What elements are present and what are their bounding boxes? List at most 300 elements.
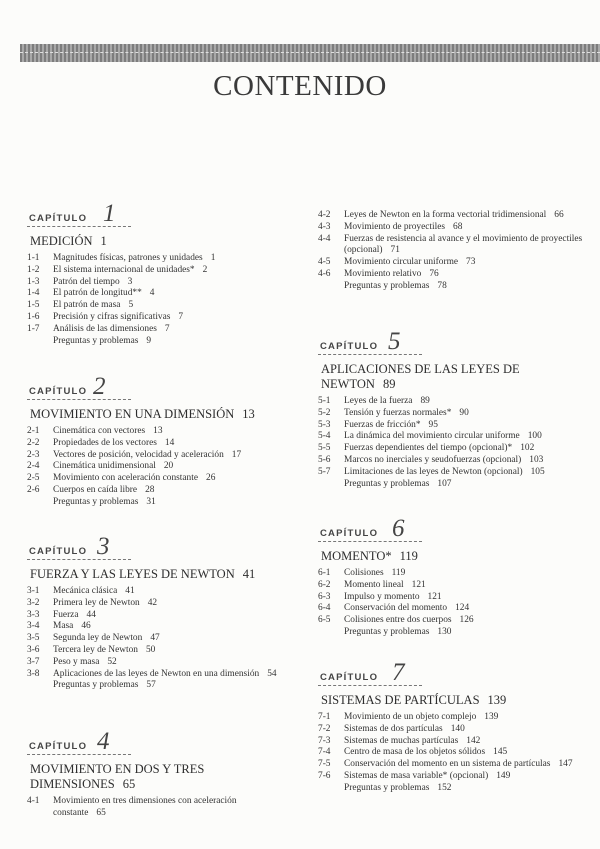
- section-number: 1-6: [27, 311, 40, 322]
- section-title: [27, 473, 283, 485]
- section-page-number: 73: [466, 257, 476, 268]
- section-number: 4-2: [318, 210, 331, 220]
- section-page-number: 149: [496, 770, 511, 781]
- toc-entry[interactable]: [27, 438, 317, 450]
- section-title: [318, 568, 584, 580]
- section-title-text: Limitaciones de las leyes de Newton (opcional): [344, 466, 523, 477]
- toc-entry[interactable]: [318, 467, 600, 479]
- section-page-number: 7: [178, 311, 184, 322]
- section-title-text: Masa: [53, 621, 74, 632]
- section-title-text: Centro de masa de los objetos sólidos: [344, 747, 486, 758]
- toc-entry[interactable]: [27, 288, 317, 300]
- section-title: [318, 234, 584, 258]
- section-title-text: Movimiento de proyectiles: [344, 221, 446, 232]
- section-title: [318, 724, 584, 736]
- section-page-number: 139: [484, 712, 499, 722]
- chapter-label: CAPÍTULO: [29, 386, 88, 397]
- section-number: 6-4: [318, 603, 331, 614]
- section-number: 7-1: [318, 712, 331, 722]
- toc-questions-entry[interactable]: [27, 497, 317, 509]
- section-title: [27, 336, 283, 348]
- toc-entry[interactable]: [27, 669, 317, 681]
- section-title-text: Movimiento de un objeto complejo: [344, 712, 477, 722]
- chapter-label: CAPÍTULO: [29, 741, 88, 752]
- section-page-number: 66: [554, 210, 564, 220]
- toc-questions-entry[interactable]: [318, 627, 600, 639]
- toc-entry[interactable]: [27, 610, 317, 622]
- section-title: [318, 479, 584, 491]
- chapter-rule: [27, 226, 131, 227]
- section-number: 4-3: [318, 221, 331, 232]
- section-title: [318, 222, 584, 234]
- chapter-heading: [27, 200, 317, 227]
- section-page-number: 90: [459, 407, 469, 418]
- toc-entry[interactable]: [318, 269, 600, 281]
- section-page-number: 65: [96, 807, 106, 818]
- toc-entry[interactable]: [27, 253, 317, 265]
- chapter-heading: [27, 533, 317, 560]
- section-title: [27, 796, 283, 820]
- section-page-number: 2: [202, 264, 208, 275]
- chapter-7: [318, 659, 600, 795]
- section-title: [27, 461, 283, 473]
- section-number: 5-5: [318, 443, 331, 454]
- section-title-text: Análisis de las dimensiones: [53, 323, 157, 334]
- section-title-text: Preguntas y problemas: [53, 680, 139, 691]
- chapter-number: 3: [97, 533, 110, 560]
- section-number: 2-2: [27, 437, 40, 448]
- chapter-rule: [27, 754, 131, 755]
- chapter-title[interactable]: [27, 762, 220, 792]
- section-title: [318, 603, 584, 615]
- section-title-text: Patrón del tiempo: [53, 276, 120, 287]
- chapter-number: 1: [103, 200, 116, 227]
- chapter-title-text: FUERZA Y LAS LEYES DE NEWTON: [30, 567, 235, 581]
- chapter-title[interactable]: [318, 362, 521, 392]
- section-title: [318, 771, 584, 783]
- toc-entry[interactable]: [318, 408, 600, 420]
- chapter-title[interactable]: [27, 407, 317, 422]
- section-title-text: Leyes de la fuerza: [344, 396, 413, 406]
- chapter-heading: [318, 328, 600, 355]
- chapter-heading: [27, 728, 317, 755]
- section-title-text: Preguntas y problemas: [344, 782, 430, 793]
- section-page-number: 121: [427, 591, 442, 602]
- section-title: [27, 450, 283, 462]
- toc-entry[interactable]: [318, 759, 600, 771]
- section-title: [27, 621, 283, 633]
- section-page-number: 46: [81, 621, 91, 632]
- section-title-text: Magnitudes físicas, patrones y unidades: [53, 253, 203, 263]
- section-page-number: 41: [125, 586, 135, 596]
- section-number: 6-5: [318, 615, 331, 626]
- chapter-label: CAPÍTULO: [29, 546, 88, 557]
- section-page-number: 31: [146, 496, 156, 507]
- section-page-number: 71: [390, 245, 400, 256]
- chapter-sections: [318, 210, 600, 293]
- toc-entry[interactable]: [27, 796, 317, 820]
- chapter-heading: [318, 659, 600, 686]
- section-title-text: Sistemas de masa variable* (opcional): [344, 770, 489, 781]
- section-title: [318, 408, 584, 420]
- section-page-number: 14: [164, 437, 175, 448]
- section-number: 3-4: [27, 621, 40, 632]
- section-page-number: 26: [206, 473, 216, 484]
- section-title: [27, 265, 283, 277]
- toc-entry[interactable]: [318, 771, 600, 783]
- toc-entry[interactable]: [318, 736, 600, 748]
- section-number: 4-4: [318, 233, 331, 244]
- toc-entry[interactable]: [318, 724, 600, 736]
- chapter-number: 2: [93, 373, 106, 400]
- chapter-sections: [27, 586, 317, 692]
- section-title: [318, 443, 584, 455]
- section-title-text: Movimiento en tres dimensiones con aceleración constante: [53, 796, 237, 818]
- section-title: [27, 669, 283, 681]
- toc-entry[interactable]: [318, 615, 600, 627]
- toc-entry[interactable]: [27, 586, 317, 598]
- toc-entry[interactable]: [318, 580, 600, 592]
- section-title: [27, 485, 283, 497]
- toc-entry[interactable]: [27, 485, 317, 497]
- section-title: [318, 431, 584, 443]
- section-number: 1-4: [27, 288, 40, 299]
- section-title-text: Preguntas y problemas: [53, 496, 139, 507]
- section-title: [318, 627, 584, 639]
- chapter-heading: [318, 515, 600, 542]
- section-page-number: 142: [466, 735, 481, 746]
- chapter-2: [27, 373, 317, 509]
- toc-entry[interactable]: [27, 621, 317, 633]
- section-page-number: 119: [391, 568, 406, 578]
- chapter-rule: [318, 541, 422, 542]
- section-page-number: 50: [145, 644, 156, 655]
- section-title-text: Fuerzas de fricción*: [344, 419, 421, 430]
- chapter-label: CAPÍTULO: [320, 528, 379, 539]
- chapter-label: CAPÍTULO: [29, 213, 88, 224]
- section-number: 1-7: [27, 323, 40, 334]
- section-title-text: Movimiento con aceleración constante: [53, 473, 198, 484]
- section-page-number: 121: [411, 579, 426, 590]
- section-number: 7-2: [318, 723, 331, 734]
- chapter-title[interactable]: [318, 693, 600, 708]
- section-number: 6-1: [318, 568, 331, 578]
- chapter-label: CAPÍTULO: [320, 341, 379, 352]
- section-title: [318, 712, 584, 724]
- section-title-text: Fuerzas dependientes del tiempo (opcional)*: [344, 443, 513, 454]
- section-title: [318, 269, 584, 281]
- toc-questions-entry[interactable]: [27, 336, 317, 348]
- chapter-6: [318, 515, 600, 639]
- section-title: [318, 281, 584, 293]
- section-title-text: Colisiones: [344, 568, 384, 578]
- section-title-text: Movimiento circular uniforme: [344, 257, 459, 268]
- section-number: 3-1: [27, 586, 40, 596]
- section-title-text: Cuerpos en caída libre: [53, 484, 138, 495]
- section-title: [27, 312, 283, 324]
- section-page-number: 13: [153, 426, 163, 436]
- chapter-title[interactable]: [27, 234, 317, 249]
- section-page-number: 102: [520, 443, 535, 454]
- section-title-text: Preguntas y problemas: [53, 335, 139, 346]
- section-number: 7-3: [318, 735, 331, 746]
- section-title: [318, 396, 584, 408]
- section-number: 1-1: [27, 253, 40, 263]
- section-title-text: Peso y masa: [53, 656, 100, 667]
- section-number: 2-4: [27, 461, 40, 472]
- section-title-text: Mecánica clásica: [53, 586, 118, 596]
- toc-entry[interactable]: [318, 222, 600, 234]
- chapter-title-text: SISTEMAS DE PARTÍCULAS: [321, 693, 480, 707]
- section-number: 2-3: [27, 449, 40, 460]
- section-title: [27, 598, 283, 610]
- section-page-number: 44: [86, 609, 96, 620]
- section-title: [27, 438, 283, 450]
- section-title-text: Primera ley de Newton: [53, 597, 140, 608]
- toc-entry[interactable]: [318, 592, 600, 604]
- section-title: [318, 257, 584, 269]
- chapter-rule: [318, 354, 422, 355]
- section-page-number: 1: [210, 253, 216, 263]
- toc-entry[interactable]: [27, 473, 317, 485]
- toc-entry[interactable]: [318, 420, 600, 432]
- section-title: [27, 426, 283, 438]
- chapter-3: [27, 533, 317, 692]
- section-number: 4-6: [318, 268, 331, 279]
- toc-questions-entry[interactable]: [318, 281, 600, 293]
- toc-entry[interactable]: [27, 598, 317, 610]
- toc-entry[interactable]: [27, 277, 317, 289]
- section-title: [27, 586, 283, 598]
- section-page-number: 152: [437, 782, 452, 793]
- section-title: [27, 497, 283, 509]
- chapter-page-number: 139: [487, 693, 507, 707]
- section-page-number: 17: [231, 449, 242, 460]
- chapter-number: 6: [392, 515, 405, 542]
- toc-entry[interactable]: [318, 603, 600, 615]
- section-page-number: 147: [558, 759, 573, 770]
- section-title: [27, 645, 283, 657]
- section-title-text: El patrón de longitud**: [53, 288, 142, 299]
- section-title: [27, 657, 283, 669]
- chapter-sections: [27, 796, 317, 820]
- section-title: [318, 759, 584, 771]
- section-title: [318, 615, 584, 627]
- section-page-number: 130: [437, 626, 452, 637]
- section-title-text: Conservación del momento en un sistema de partículas: [344, 759, 551, 770]
- section-number: 5-3: [318, 419, 331, 430]
- header-band: [20, 44, 600, 62]
- chapter-number: 7: [392, 659, 405, 686]
- section-number: 4-5: [318, 257, 331, 268]
- section-page-number: 42: [147, 597, 158, 608]
- section-page-number: 95: [428, 419, 438, 430]
- section-number: 2-1: [27, 426, 40, 436]
- section-number: 5-7: [318, 466, 331, 477]
- chapter-rule: [27, 399, 131, 400]
- section-page-number: 105: [530, 466, 545, 477]
- section-page-number: 140: [450, 723, 465, 734]
- toc-entry[interactable]: [27, 645, 317, 657]
- section-title-text: Leyes de Newton en la forma vectorial tridimensional: [344, 210, 547, 220]
- section-title-text: Movimiento relativo: [344, 268, 422, 279]
- section-number: 1-5: [27, 300, 40, 311]
- section-title-text: Sistemas de dos partículas: [344, 723, 443, 734]
- chapter-page-number: 89: [382, 377, 396, 391]
- chapter-page-number: 13: [242, 407, 255, 421]
- toc-entry[interactable]: [318, 210, 600, 222]
- section-page-number: 57: [146, 680, 156, 691]
- toc-questions-entry[interactable]: [27, 680, 317, 692]
- section-number: 5-4: [318, 431, 331, 442]
- section-number: 5-2: [318, 407, 331, 418]
- toc-entry[interactable]: [318, 431, 600, 443]
- section-number: 3-3: [27, 609, 40, 620]
- toc-entry[interactable]: [27, 657, 317, 669]
- section-page-number: 54: [267, 668, 277, 679]
- section-page-number: 100: [527, 431, 542, 442]
- section-number: 3-6: [27, 644, 40, 655]
- section-title-text: Fuerzas de resistencia al avance y el movimiento de proyectiles (opcional): [344, 233, 583, 256]
- section-title-text: Momento lineal: [344, 579, 404, 590]
- section-title-text: Tensión y fuerzas normales*: [344, 407, 452, 418]
- toc-entry[interactable]: [27, 265, 317, 277]
- section-title: [318, 747, 584, 759]
- chapter-4-continued: [318, 206, 600, 293]
- chapter-title-text: MOVIMIENTO EN DOS Y TRES DIMENSIONES: [30, 762, 205, 791]
- section-title-text: Marcos no inerciales y seudofuerzas (opcional): [344, 454, 522, 465]
- section-title-text: Impulso y momento: [344, 591, 420, 602]
- section-title: [318, 455, 584, 467]
- section-title-text: Fuerza: [53, 609, 79, 620]
- section-title-text: Preguntas y problemas: [344, 280, 430, 291]
- chapter-1: [27, 200, 317, 347]
- section-title: [318, 592, 584, 604]
- section-page-number: 7: [164, 323, 170, 334]
- chapter-number: 5: [388, 328, 401, 355]
- section-title-text: Preguntas y problemas: [344, 478, 430, 489]
- section-page-number: 76: [429, 268, 439, 279]
- chapter-sections: [318, 396, 600, 490]
- section-title-text: El sistema internacional de unidades*: [53, 264, 195, 275]
- toc-entry[interactable]: [27, 312, 317, 324]
- chapter-sections: [318, 712, 600, 795]
- section-title-text: Propiedades de los vectores: [53, 437, 157, 448]
- chapter-sections: [318, 568, 600, 639]
- section-title-text: El patrón de masa: [53, 300, 121, 311]
- toc-entry[interactable]: [27, 450, 317, 462]
- chapter-page-number: 41: [242, 567, 256, 581]
- section-page-number: 68: [453, 221, 463, 232]
- toc-entry[interactable]: [27, 633, 317, 645]
- section-page-number: 89: [420, 396, 430, 406]
- chapter-5: [318, 328, 600, 490]
- chapter-rule: [318, 685, 422, 686]
- toc-entry[interactable]: [318, 712, 600, 724]
- chapter-title-text: MOMENTO*: [321, 549, 392, 563]
- section-title: [318, 210, 584, 222]
- section-title: [27, 610, 283, 622]
- section-title-text: Precisión y cifras significativas: [53, 311, 171, 322]
- chapter-page-number: 1: [100, 234, 107, 248]
- section-number: 5-1: [318, 396, 331, 406]
- section-title: [27, 324, 283, 336]
- toc-entry[interactable]: [318, 257, 600, 269]
- section-page-number: 3: [127, 276, 133, 287]
- toc-entry[interactable]: [27, 426, 317, 438]
- section-number: 3-7: [27, 656, 40, 667]
- section-number: 3-8: [27, 668, 40, 679]
- section-title-text: Colisiones entre dos cuerpos: [344, 615, 452, 626]
- section-title: [318, 580, 584, 592]
- toc-questions-entry[interactable]: [318, 783, 600, 795]
- chapter-title-text: MEDICIÓN: [30, 234, 93, 248]
- toc-entry[interactable]: [27, 461, 317, 473]
- chapter-title[interactable]: [27, 567, 317, 582]
- section-number: 4-1: [27, 796, 40, 806]
- toc-entry[interactable]: [27, 324, 317, 336]
- section-page-number: 52: [107, 656, 117, 667]
- section-title: [27, 633, 283, 645]
- toc-entry[interactable]: [27, 300, 317, 312]
- section-title-text: Cinemática unidimensional: [53, 461, 156, 472]
- chapter-rule: [27, 559, 131, 560]
- section-title-text: Sistemas de muchas partículas: [344, 735, 459, 746]
- chapter-number: 4: [97, 728, 110, 755]
- section-title: [27, 300, 283, 312]
- chapter-4: [27, 728, 317, 820]
- chapter-sections: [27, 426, 317, 509]
- section-number: 7-6: [318, 770, 331, 781]
- toc-entry[interactable]: [318, 747, 600, 759]
- section-page-number: 103: [529, 454, 544, 465]
- section-number: 2-6: [27, 484, 40, 495]
- section-title: [27, 680, 283, 692]
- section-number: 3-5: [27, 633, 40, 644]
- toc-questions-entry[interactable]: [318, 479, 600, 491]
- section-title: [27, 288, 283, 300]
- section-page-number: 47: [150, 633, 160, 644]
- section-title: [318, 467, 584, 479]
- toc-entry[interactable]: [318, 443, 600, 455]
- toc-entry[interactable]: [318, 234, 600, 258]
- toc-entry[interactable]: [318, 396, 600, 408]
- section-page-number: 107: [437, 478, 452, 489]
- section-number: 5-6: [318, 454, 331, 465]
- section-title-text: La dinámica del movimiento circular uniforme: [344, 431, 520, 442]
- section-title: [27, 253, 283, 265]
- section-number: 2-5: [27, 473, 40, 484]
- section-number: 6-2: [318, 579, 331, 590]
- section-page-number: 20: [163, 461, 174, 472]
- section-page-number: 126: [459, 615, 474, 626]
- section-title: [318, 420, 584, 432]
- section-title: [318, 783, 584, 795]
- section-title-text: Aplicaciones de las leyes de Newton en una dimensión: [53, 668, 260, 679]
- section-title-text: Segunda ley de Newton: [53, 633, 143, 644]
- toc-entry[interactable]: [318, 455, 600, 467]
- section-page-number: 5: [128, 300, 134, 311]
- section-number: 1-2: [27, 264, 40, 275]
- toc-entry[interactable]: [318, 568, 600, 580]
- chapter-page-number: 119: [399, 549, 418, 563]
- section-title-text: Vectores de posición, velocidad y aceleración: [53, 449, 224, 460]
- chapter-title-text: APLICACIONES DE LAS LEYES DE NEWTON: [321, 362, 520, 391]
- section-number: 3-2: [27, 597, 40, 608]
- section-page-number: 78: [437, 280, 447, 291]
- section-number: 6-3: [318, 591, 331, 602]
- chapter-title[interactable]: [318, 549, 600, 564]
